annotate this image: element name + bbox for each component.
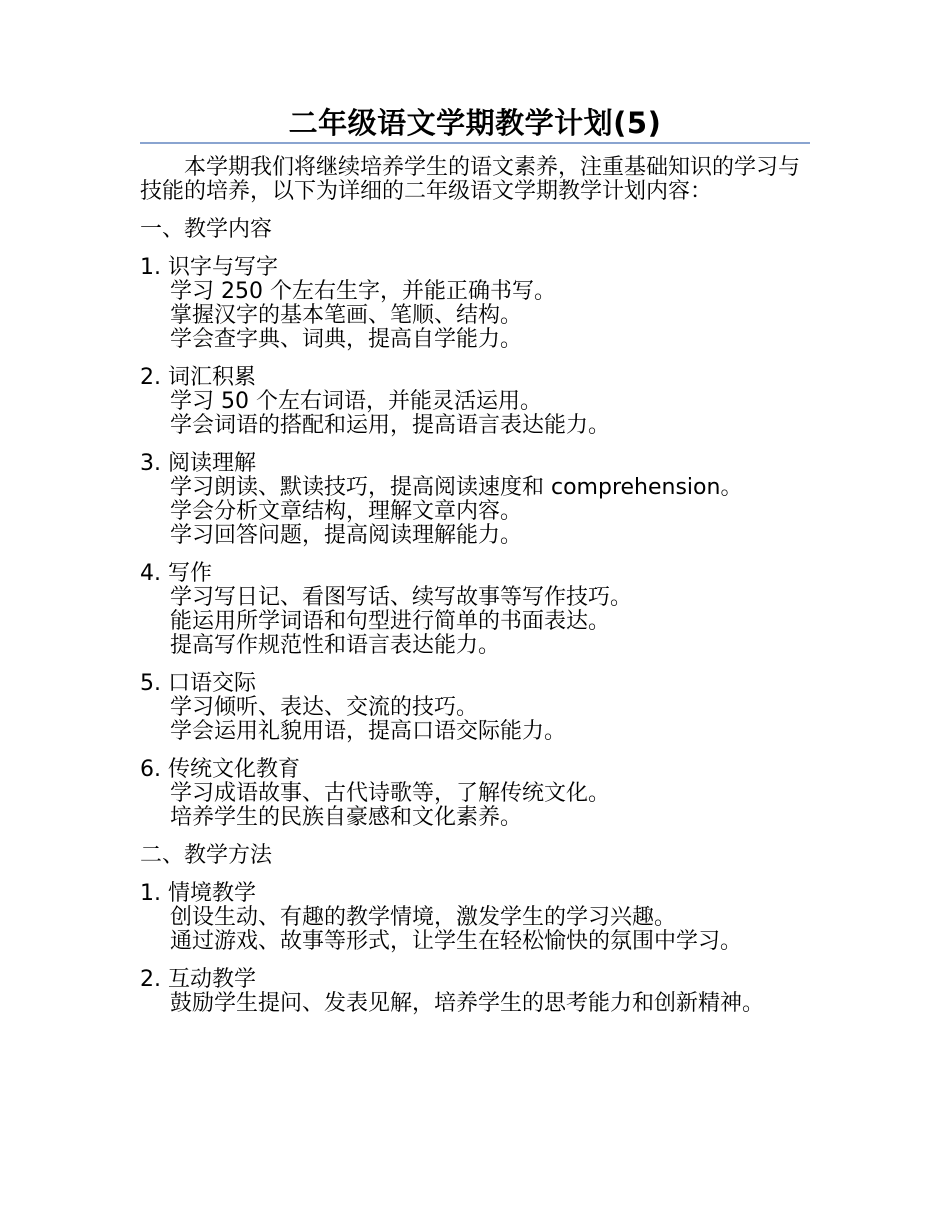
item-interactive-teaching: [140, 968, 810, 1016]
item-line: 通过游戏、故事等形式，让学生在轻松愉快的氛围中学习。: [170, 929, 743, 954]
item-line: 学习成语故事、古代诗歌等，了解传统文化。: [170, 781, 611, 806]
item-line: 学会查字典、词典，提高自学能力。: [170, 327, 523, 352]
section-heading-teaching-methods: 二、教学方法: [140, 843, 273, 868]
item-oral-communication: [140, 672, 810, 744]
item-line: 学习 50 个左右词语，并能灵活运用。: [170, 389, 542, 414]
item-line: 学习倾听、表达、交流的技巧。: [170, 695, 479, 720]
item-line: 创设生动、有趣的教学情境，激发学生的学习兴趣。: [170, 905, 677, 930]
item-title: 4. 写作: [140, 561, 212, 586]
item-line: 学习朗读、默读技巧，提高阅读速度和 comprehension。: [170, 475, 743, 500]
item-title: 1. 识字与写字: [140, 255, 278, 280]
item-traditional-culture: [140, 758, 810, 830]
item-line: 学习写日记、看图写话、续写故事等写作技巧。: [170, 585, 633, 610]
item-title: 2. 互动教学: [140, 967, 256, 992]
item-title: 1. 情境教学: [140, 881, 256, 906]
item-line: 学会分析文章结构，理解文章内容。: [170, 499, 523, 524]
item-reading: [140, 452, 810, 548]
item-title: 5. 口语交际: [140, 671, 256, 696]
item-writing: [140, 562, 810, 658]
item-line: 提高写作规范性和语言表达能力。: [170, 633, 501, 658]
item-title: 6. 传统文化教育: [140, 757, 300, 782]
section-heading-teaching-content: 一、教学内容: [140, 217, 273, 242]
item-line: 培养学生的民族自豪感和文化素养。: [170, 805, 523, 830]
item-line: 鼓励学生提问、发表见解，培养学生的思考能力和创新精神。: [170, 991, 765, 1016]
item-line: 学会词语的搭配和运用，提高语言表达能力。: [170, 413, 611, 438]
title-underline: [140, 104, 810, 144]
item-line: 学习回答问题，提高阅读理解能力。: [170, 523, 523, 548]
item-literacy-writing: [140, 256, 810, 352]
item-vocabulary: [140, 366, 810, 438]
item-title: 3. 阅读理解: [140, 451, 256, 476]
item-situational-teaching: [140, 882, 810, 954]
document-content: [140, 156, 810, 1030]
item-line: 学会运用礼貌用语，提高口语交际能力。: [170, 719, 567, 744]
intro-paragraph: 本学期我们将继续培养学生的语文素养，注重基础知识的学习与技能的培养，以下为详细的二年级语文学期教学计划内容：: [140, 155, 801, 204]
item-line: 学习 250 个左右生字，并能正确书写。: [170, 279, 556, 304]
item-title: 2. 词汇积累: [140, 365, 256, 390]
item-line: 掌握汉字的基本笔画、笔顺、结构。: [170, 303, 523, 328]
item-line: 能运用所学词语和句型进行简单的书面表达。: [170, 609, 611, 634]
page-title: 二年级语文学期教学计划(5): [288, 106, 662, 140]
